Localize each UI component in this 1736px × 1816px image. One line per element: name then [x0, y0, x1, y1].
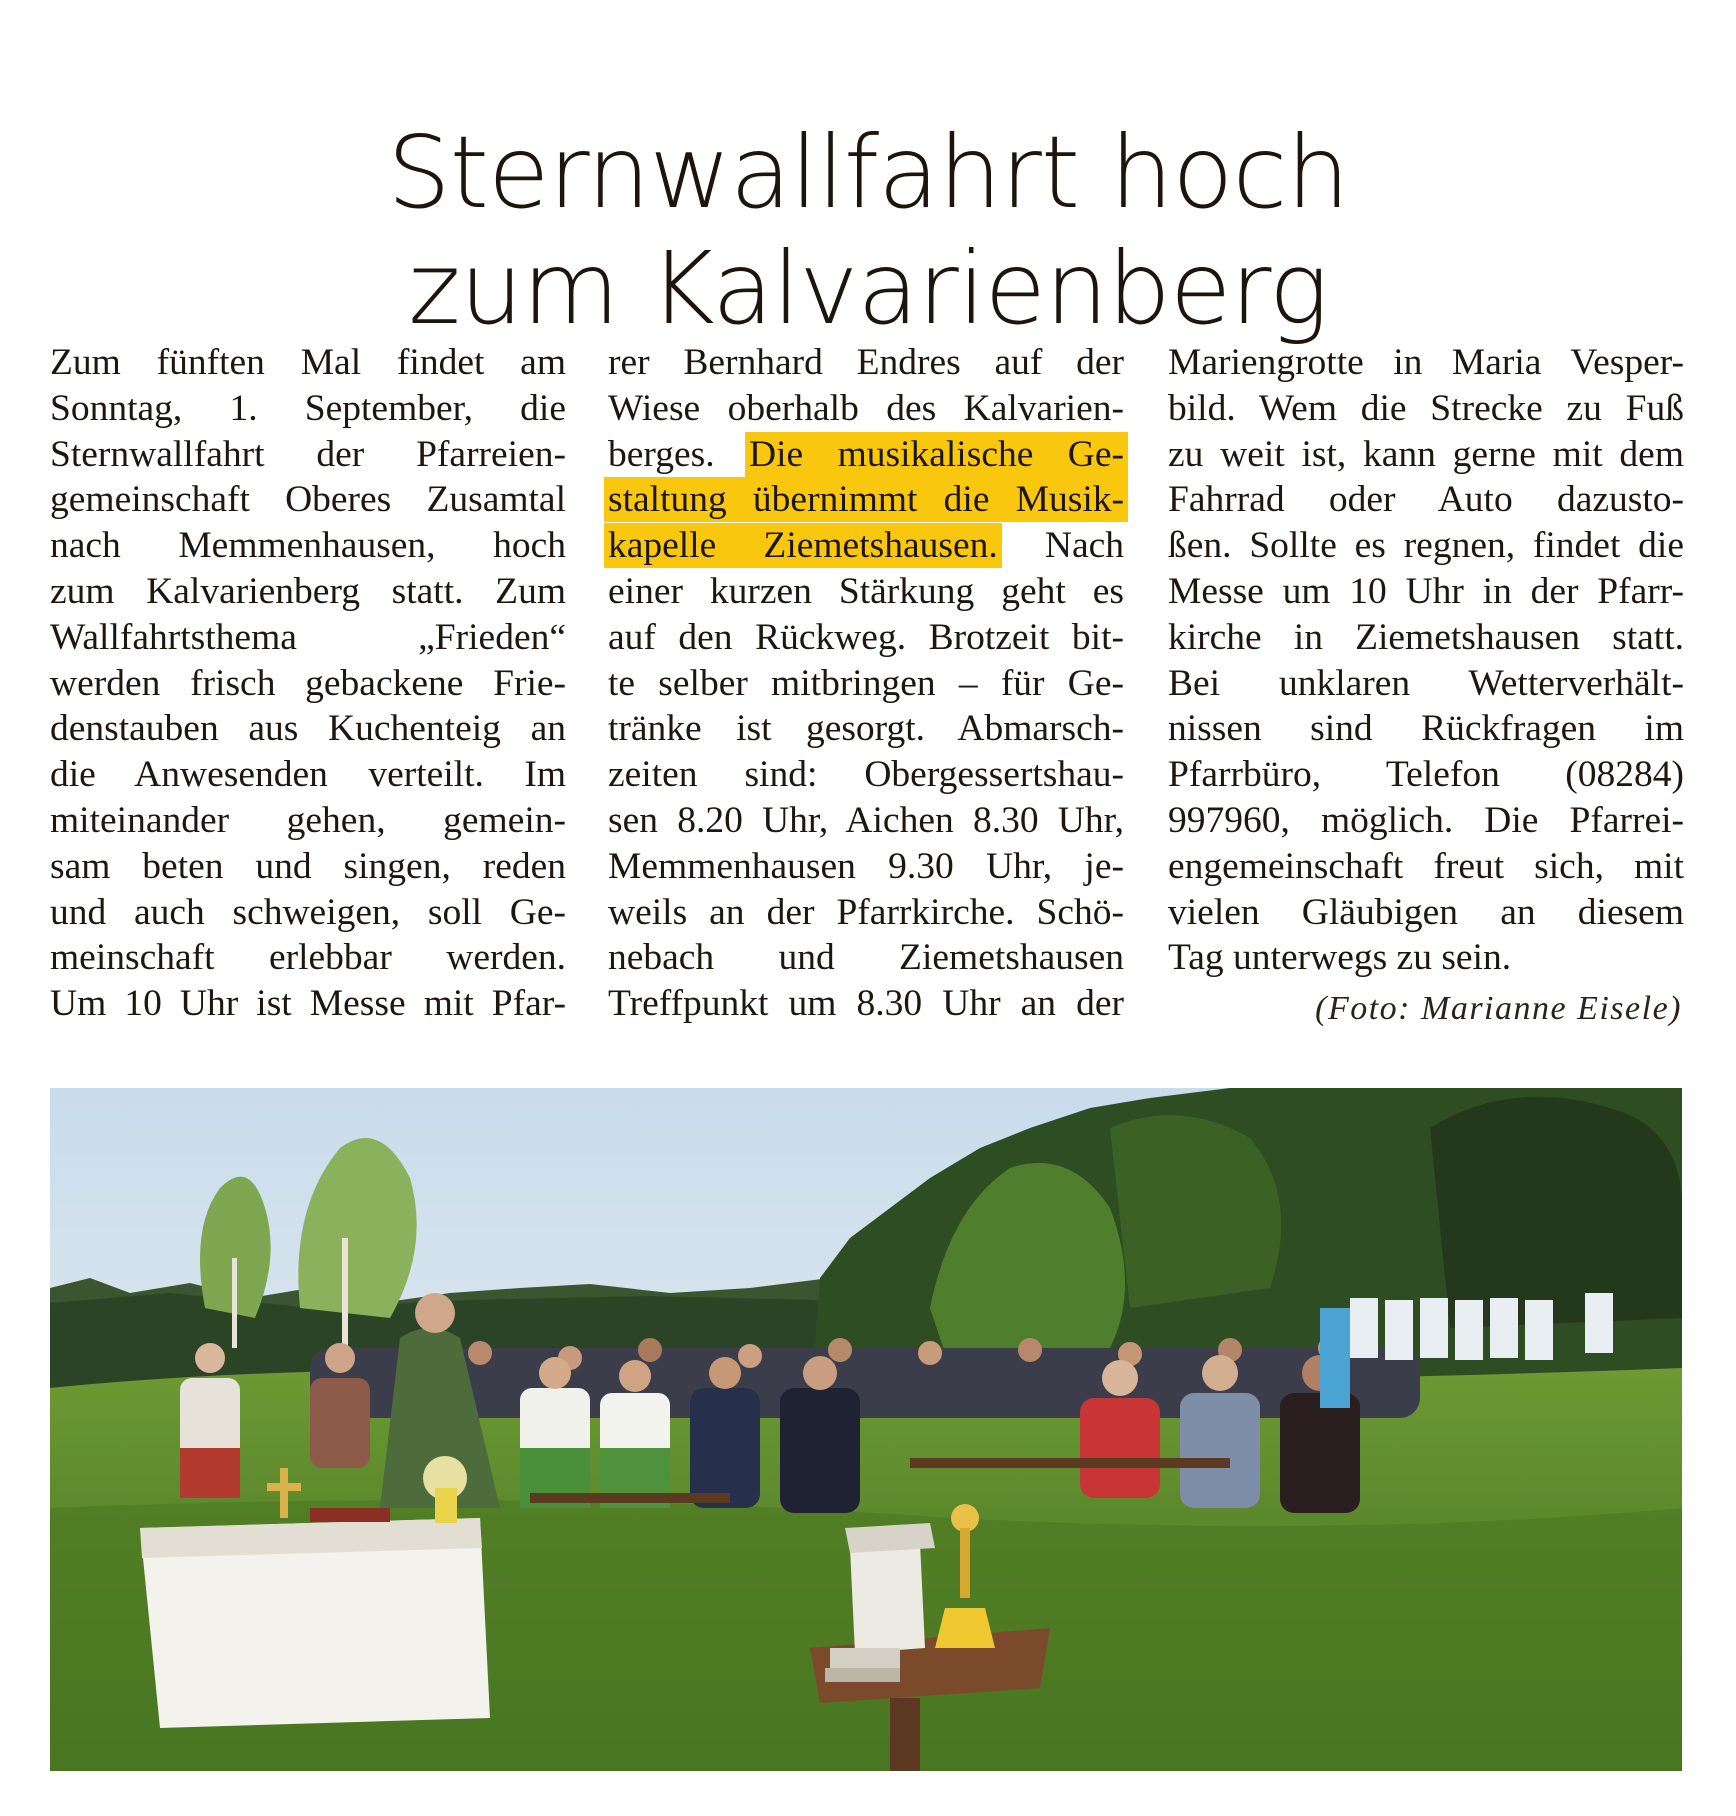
text-line: denstauben aus Kuchenteig an — [50, 708, 566, 750]
text-line: Fahrrad oder Auto dazusto- — [1168, 479, 1684, 521]
text-line: gemeinschaft Oberes Zusamtal — [50, 479, 566, 521]
text-line: Wallfahrtsthema „Frieden“ — [50, 616, 566, 658]
text-line: weils an der Pfarrkirche. Schö- — [608, 891, 1124, 933]
photo-credit: (Foto: Marianne Eisele) — [1315, 990, 1682, 1027]
text-line: Pfarrbüro, Telefon (08284) — [1168, 754, 1684, 796]
text-line: nebach und Ziemetshausen — [608, 937, 1124, 979]
text-line — [608, 477, 1124, 523]
text-line: sam beten und singen, reden — [50, 845, 566, 887]
text-line: engemeinschaft freut sich, mit — [1168, 845, 1684, 887]
text-line: die Anwesenden verteilt. Im — [50, 754, 566, 796]
text-line: Messe um 10 Uhr in der Pfarr- — [1168, 570, 1684, 612]
text-segment: Nach — [1044, 525, 1125, 567]
text-line: tränke ist gesorgt. Abmarsch- — [608, 708, 1124, 750]
text-line: vielen Gläubigen an diesem — [1168, 891, 1684, 933]
text-line: Treffpunkt um 8.30 Uhr an der — [608, 983, 1124, 1025]
text-line: meinschaft erlebbar werden. — [50, 937, 566, 979]
headline-line-1: Sternwallfahrt hoch — [387, 114, 1349, 231]
text-line: nissen sind Rückfragen im — [1168, 708, 1684, 750]
article-column-3 — [1168, 340, 1684, 981]
text-line: einer kurzen Stärkung geht es — [608, 570, 1124, 612]
headline-line-2: zum Kalvarienberg — [408, 230, 1328, 347]
text-line: bild. Wem die Strecke zu Fuß — [1168, 387, 1684, 429]
text-line — [608, 523, 1124, 569]
text-line: ßen. Sollte es regnen, findet die — [1168, 525, 1684, 567]
text-line: werden frisch gebackene Frie- — [50, 662, 566, 704]
text-line: 997960, möglich. Die Pfarrei- — [1168, 799, 1684, 841]
text-line: Bei unklaren Wetterverhält- — [1168, 662, 1684, 704]
text-line: Zum fünften Mal findet am — [50, 342, 566, 383]
text-line: Mariengrotte in Maria Vesper- — [1168, 342, 1684, 383]
text-line: nach Memmenhausen, hoch — [50, 525, 566, 567]
text-line: zeiten sind: Obergessertshau- — [608, 754, 1124, 796]
highlighted-text: kapelle Ziemetshausen. — [604, 523, 1002, 568]
highlighted-text: staltung übernimmt die Musik- — [604, 477, 1128, 522]
article-photo — [50, 1088, 1682, 1771]
text-line: zum Kalvarienberg statt. Zum — [50, 570, 566, 612]
article-column-2 — [608, 340, 1124, 1027]
text-line: Memmenhausen 9.30 Uhr, je- — [608, 845, 1124, 887]
text-line: sen 8.20 Uhr, Aichen 8.30 Uhr, — [608, 799, 1124, 841]
article-column-1 — [50, 340, 566, 1027]
text-line: Wiese oberhalb des Kalvarien- — [608, 387, 1124, 429]
text-line: zu weit ist, kann gerne mit dem — [1168, 433, 1684, 475]
highlighted-text: Die musikalische Ge- — [745, 432, 1128, 477]
headline — [0, 115, 1736, 347]
text-line: Sonntag, 1. September, die — [50, 387, 566, 429]
text-line: Sternwallfahrt der Pfarreien- — [50, 433, 566, 475]
text-line: Tag unterwegs zu sein. — [1168, 937, 1512, 979]
text-line: kirche in Ziemetshausen statt. — [1168, 616, 1684, 658]
text-line: miteinander gehen, gemein- — [50, 799, 566, 841]
text-line: te selber mitbringen – für Ge- — [608, 662, 1124, 704]
text-line — [608, 432, 1124, 478]
text-segment: berges. — [608, 433, 715, 475]
text-line: und auch schweigen, soll Ge- — [50, 891, 566, 933]
text-line: rer Bernhard Endres auf der — [608, 342, 1124, 383]
text-line: Um 10 Uhr ist Messe mit Pfar- — [50, 983, 566, 1025]
text-line: auf den Rückweg. Brotzeit bit- — [608, 616, 1124, 658]
